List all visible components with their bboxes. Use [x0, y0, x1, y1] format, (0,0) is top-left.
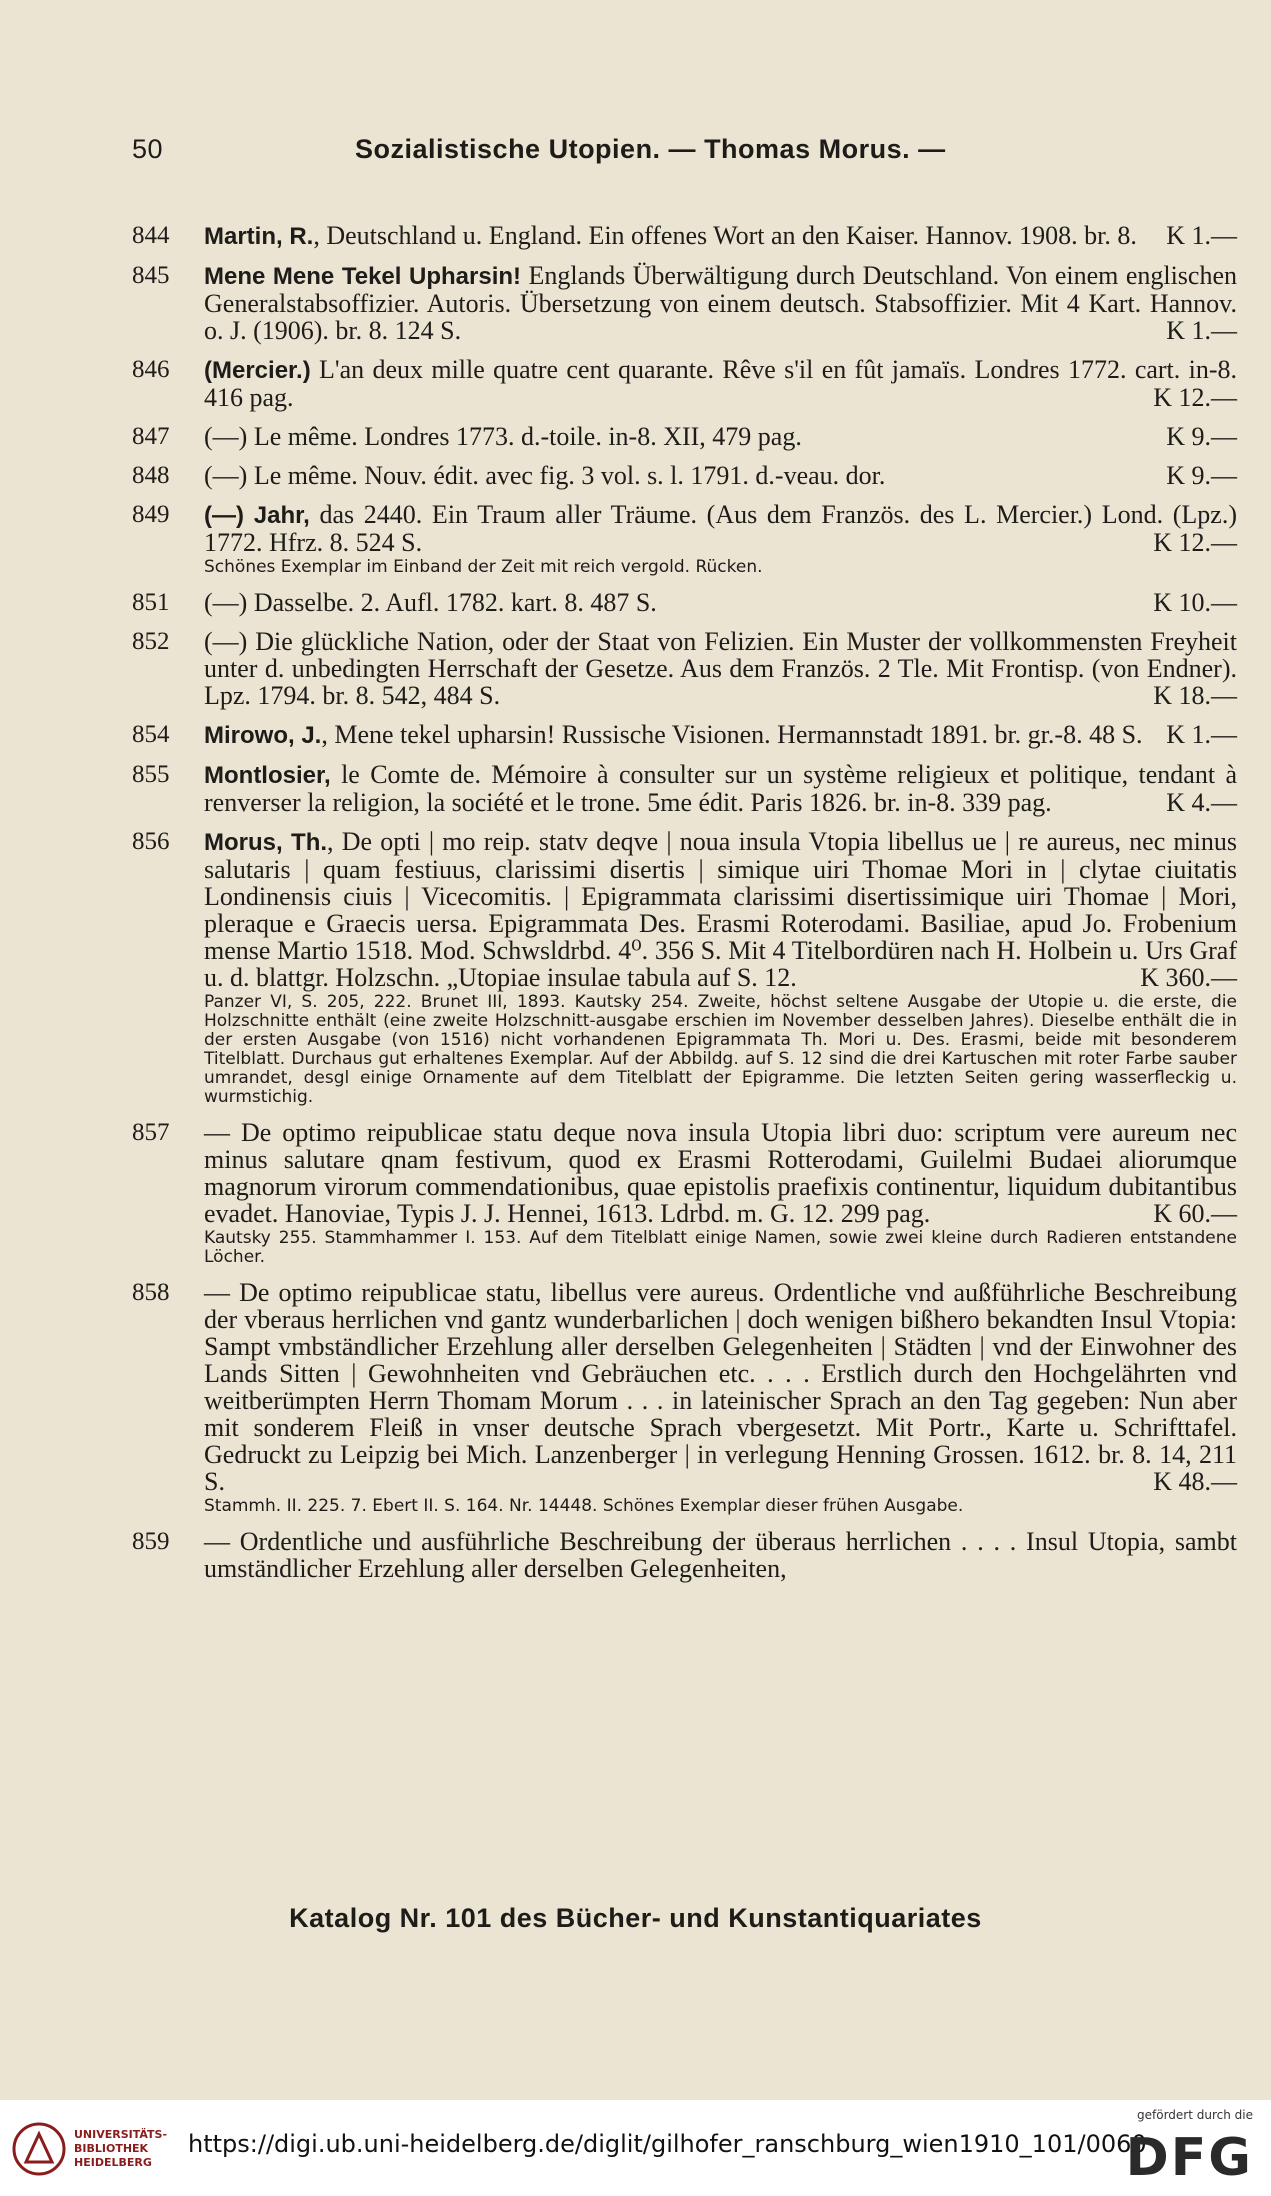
entry-number: 857	[132, 1119, 170, 1146]
entry-description: — Ordentliche und ausführliche Beschreibung der überaus herrlichen . . . . Insul Utopia, sambt umständlicher Erzehlung aller derselben Gelegenheiten,	[204, 1527, 1237, 1583]
entry-description: , Mene tekel upharsin! Russische Visionen. Hermannstadt 1891. br. gr.-8. 48 S.	[321, 720, 1143, 749]
entry-note: Stammh. II. 225. 7. Ebert II. S. 164. Nr. 14448. Schönes Exemplar dieser frühen Ausgabe.	[204, 1496, 964, 1516]
entry-description: (—) Dasselbe. 2. Aufl. 1782. kart. 8. 487 S.	[204, 588, 657, 617]
entry-description: das 2440. Ein Traum aller Träume. (Aus dem Französ. des L. Mercier.) Lond. (Lpz.) 1772. Hfrz. 8. 524 S.	[204, 500, 1237, 557]
entry-note: Kautsky 255. Stammhammer I. 153. Auf dem Titelblatt einige Namen, sowie zwei kleine durch Radieren entstandene Löcher.	[204, 1228, 1237, 1267]
entry-price: K 1.—	[1166, 316, 1237, 345]
catalog-entry	[132, 462, 1237, 489]
entry-description: le Comte de. Mémoire à consulter sur un système religieux et politique, tendant à renverser la religion, la société et le trone. 5me édit. Paris 1826. br. in-8. 339 pag.	[204, 760, 1237, 817]
entry-author: (—) Jahr,	[204, 502, 310, 529]
catalog-entry	[132, 628, 1237, 709]
catalog-entry	[132, 1528, 1237, 1582]
entry-price: K 10.—	[1153, 588, 1237, 617]
entry-description: — De optimo reipublicae statu, libellus vere aureus. Ordentliche vnd außführliche Beschreibung der vberaus herrlichen vnd gantz wunderbarlichen | doch wenigen bißhero bekandten Insul Vtopia: Sampt vmbständlicher Erzehlung aller derselben Gelegenheiten | Städten | vnd der Einwohner des Lands Sitten | Gewohnheiten vnd Gebräuchen etc. . . . Erstlich durch den Hochgelährten vnd weitberümpten Herrn Thomam Morum . . . in lateinischer Sprach an den Tag gegeben: Nun aber mit sonderem Fleiß in vnser deutsche Sprach vbergesetzt. Mit Portr., Karte u. Schrifttafel. Gedruckt zu Leipzig bei Mich. Lanzenberger | in verlegung Henning Grossen. 1612. br. 8. 14, 211 S.	[204, 1278, 1237, 1496]
library-name: UNIVERSITÄTS- BIBLIOTHEK HEIDELBERG	[74, 2128, 168, 2169]
page-number: 50	[132, 134, 164, 164]
entry-price: K 12.—	[1153, 383, 1237, 412]
entry-author: Montlosier,	[204, 762, 331, 789]
entry-number: 846	[132, 356, 170, 383]
catalog-entry	[132, 1119, 1237, 1267]
dfg-logo: DFG	[1125, 2128, 1253, 2188]
entry-text	[204, 423, 1237, 450]
entry-text	[204, 222, 1237, 250]
entry-number: 844	[132, 222, 170, 249]
entry-number: 847	[132, 423, 170, 450]
running-title: Sozialistische Utopien. — Thomas Morus. —	[355, 134, 946, 164]
catalog-entry	[132, 721, 1237, 749]
entry-text	[204, 501, 1237, 556]
entry-description: , De opti | mo reip. statv deqve | noua insula Vtopia libellus ue | re aureus, nec minus salutaris | quam festiuus, clarissimi disertis | simique uiri Thomae Mori in | clytae ciuitatis Londinensis ciuis | Vicecomitis. | Epigrammata clarissimi disertissimique uiri Thomae | Mori, pleraque e Graecis uersa. Epigrammata Des. Erasmi Roterodami. Basiliae, apud Jo. Frobenium mense Martio 1518. Mod. Schwsldrbd. 4⁰. 356 S. Mit 4 Titelbordüren nach H. Holbein u. Urs Graf u. d. blattgr. Holzschn. „Utopiae insulae tabula auf S. 12.	[204, 827, 1237, 992]
catalog-entry	[132, 761, 1237, 816]
permalink-url[interactable]: https://digi.ub.uni-heidelberg.de/diglit/gilhofer_ranschburg_wien1910_101/0060	[188, 2130, 1147, 2158]
entry-description: (—) Le même. Londres 1773. d.-toile. in-8. XII, 479 pag.	[204, 422, 802, 451]
viewer-footer-bar	[0, 2100, 1271, 2196]
entry-text	[204, 1528, 1237, 1582]
entry-number: 855	[132, 761, 170, 788]
entry-price: K 9.—	[1166, 461, 1237, 490]
catalog-entry	[132, 589, 1237, 616]
entry-text	[204, 1279, 1237, 1495]
entry-description: — De optimo reipublicae statu deque nova insula Utopia libri duo: scriptum vere aureum nec minus salutare qnam festivum, quod ex Erasmi Rotterodami, Guilelmi Budaei aliorumque magnorum virorum commendationibus, quae epistolis praefixis continentur, liquidum dubitantibus evadet. Hanoviae, Typis J. J. Hennei, 1613. Ldrbd. m. G. 12. 299 pag.	[204, 1118, 1237, 1228]
entry-text	[204, 628, 1237, 709]
catalog-entry	[132, 222, 1237, 250]
entry-price: K 48.—	[1153, 1467, 1237, 1496]
funded-by-label: gefördert durch die	[1137, 2108, 1253, 2122]
entry-text	[204, 589, 1237, 616]
entry-number: 852	[132, 628, 170, 655]
entry-note: Panzer VI, S. 205, 222. Brunet III, 1893. Kautsky 254. Zweite, höchst seltene Ausgabe der Utopie u. die erste, die Holzschnitte enthält (eine zweite Holzschnitt-ausgabe erschien im November desselben Jahres). Dieselbe enthält die in der ersten Ausgabe (von 1516) nicht vorhandenen Epigrammata Th. Mori u. Des. Erasmi, beide mit besonderem Titelblatt. Durchaus gut erhaltenes Exemplar. Auf der Abbildg. auf S. 12 sind die drei Kartuschen mit roter Farbe sauber umrandet, desgl einige Ornamente auf dem Titelblatt der Epigramme. Die letzten Seiten gering wasserfleckig u. wurmstichig.	[204, 992, 1237, 1107]
entry-price: K 60.—	[1153, 1199, 1237, 1228]
catalog-entry	[132, 262, 1237, 344]
entry-price: K 12.—	[1153, 528, 1237, 557]
catalog-entry	[132, 356, 1237, 411]
entry-price: K 1.—	[1166, 720, 1237, 749]
entry-text	[204, 761, 1237, 816]
entry-description: (—) Le même. Nouv. édit. avec fig. 3 vol. s. l. 1791. d.-veau. dor.	[204, 461, 886, 490]
entry-price: K 1.—	[1166, 221, 1237, 250]
entry-number: 854	[132, 721, 170, 748]
entry-number: 859	[132, 1528, 170, 1555]
entry-number: 856	[132, 828, 170, 855]
entry-author: Mene Mene Tekel Upharsin!	[204, 263, 522, 290]
entry-text	[204, 1119, 1237, 1227]
catalog-entry	[132, 1279, 1237, 1516]
catalog-entry	[132, 501, 1237, 577]
entry-price: K 18.—	[1153, 681, 1237, 710]
entry-author: Mirowo, J.	[204, 722, 322, 749]
entry-author: (Mercier.)	[204, 357, 311, 384]
catalog-entry	[132, 423, 1237, 450]
entry-price: K 360.—	[1140, 963, 1237, 992]
entry-text	[204, 721, 1237, 749]
entry-author: Martin, R.	[204, 223, 314, 250]
entry-number: 845	[132, 262, 170, 289]
catalog-footer: Katalog Nr. 101 des Bücher- und Kunstantiquariates	[289, 1903, 982, 1933]
entry-number: 848	[132, 462, 170, 489]
entry-number: 849	[132, 501, 170, 528]
university-seal-icon	[12, 2122, 66, 2176]
catalog-entry	[132, 828, 1237, 1107]
entry-text	[204, 356, 1237, 411]
entry-author: Morus, Th.	[204, 829, 328, 856]
catalog-entries	[132, 222, 1237, 1594]
entry-text	[204, 262, 1237, 344]
entry-description: L'an deux mille quatre cent quarante. Rêve s'il en fût jamaïs. Londres 1772. cart. in-8. 416 pag.	[204, 355, 1237, 412]
entry-price: K 4.—	[1166, 788, 1237, 817]
entry-description: Englands Überwältigung durch Deutschland. Von einem englischen Generalstabsoffizier. Autoris. Übersetzung von einem deutsch. Stabsoffizier. Mit 4 Kart. Hannov. o. J. (1906). br. 8. 124 S.	[204, 261, 1237, 345]
entry-number: 851	[132, 589, 170, 616]
entry-text	[204, 828, 1237, 991]
entry-price: K 9.—	[1166, 422, 1237, 451]
entry-description: , Deutschland u. England. Ein offenes Wort an den Kaiser. Hannov. 1908. br. 8.	[313, 221, 1137, 250]
entry-text	[204, 462, 1237, 489]
entry-description: (—) Die glückliche Nation, oder der Staat von Felizien. Ein Muster der vollkommensten Freyheit unter d. unbedingten Herrschaft der Gesetze. Aus dem Französ. 2 Tle. Mit Frontisp. (von Endner). Lpz. 1794. br. 8. 542, 484 S.	[204, 627, 1237, 710]
entry-note: Schönes Exemplar im Einband der Zeit mit reich vergold. Rücken.	[204, 557, 763, 577]
entry-number: 858	[132, 1279, 170, 1306]
